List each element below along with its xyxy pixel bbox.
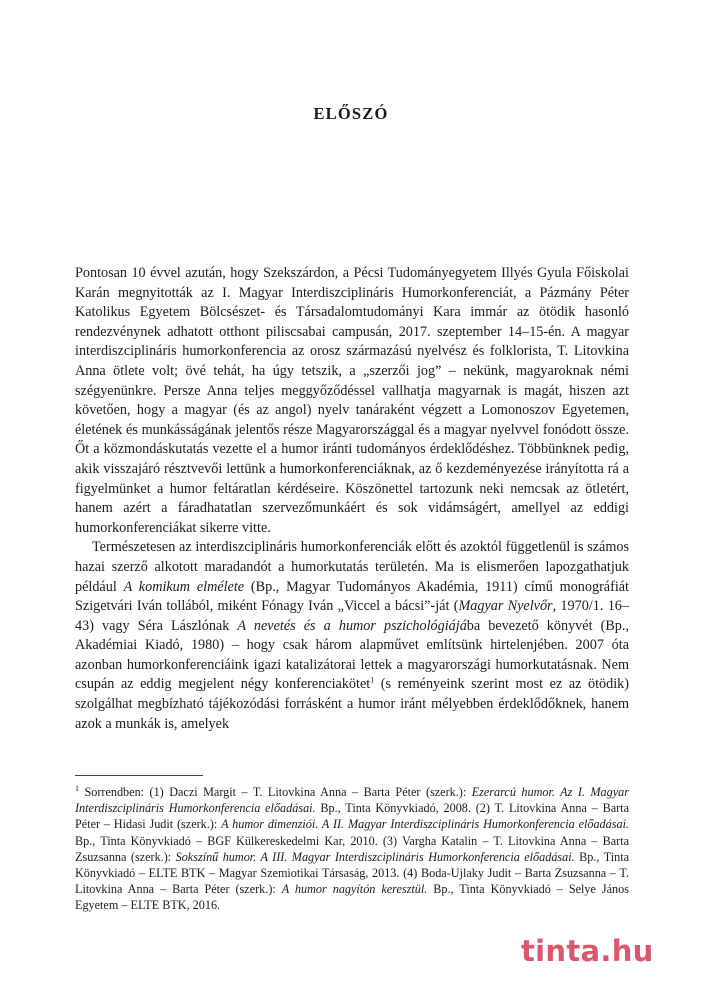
paragraph-1 (75, 264, 629, 538)
text-run: Bp., Tinta Könyvkiadó – Selye János Egyetem – ELTE BTK, 2016. (75, 882, 629, 913)
footnote-marker: 1 (370, 675, 375, 685)
watermark-logo: tinta.hu (521, 934, 654, 968)
footnote-marker: 1 (75, 783, 79, 793)
text-run: Sorrendben: (1) Daczi Margit – T. Litovkina Anna – Barta Péter (szerk.): (79, 785, 472, 799)
text-run: Bp., Tinta Könyvkiadó, 2008. (2) T. Litovkina Anna – Barta Péter – Hidasi Judit (szerk.): (75, 801, 629, 832)
italic-title: Magyar Nyelvőr (458, 598, 553, 615)
italic-title: A nevetés és a humor pszichológiájá (237, 617, 467, 634)
text-run: Bp., Tinta Könyvkiadó – ELTE BTK – Magyar Szemiotikai Társaság, 2013. (4) Boda-Ujlaky Judit – Barta Zsuzsanna – T. Litovkina Anna – Barta Péter (szerk.): (75, 849, 629, 897)
page-title: ELŐSZÓ (313, 104, 389, 123)
text-run: (Bp., Magyar Tudományos Akadémia, 1911) című monográfiát Szigetvári Iván tollából, miként Fónagy Iván „Viccel a bácsi”-ját ( (75, 578, 629, 615)
text-run: , 1970/1. 16–43) vagy Séra Lászlónak (75, 598, 629, 634)
footnote (75, 784, 629, 914)
italic-title: A humor nagyítón keresztül. (281, 882, 428, 897)
footnote-divider (75, 775, 203, 776)
footnote-text (75, 784, 629, 914)
text-run: Természetesen az interdiszciplináris humorkonferenciák előtt és azoktól függetlenül is számos hazai szerző alkotott maradandót a humorkutatás területén. Ma is elismerően lapozgathatjuk például (75, 539, 629, 595)
italic-title: A komikum elmélete (123, 578, 245, 595)
text-run: Bp., Tinta Könyvkiadó – BGF Külkereskedelmi Kar, 2010. (3) Vargha Katalin – T. Litovkina Anna – Barta Zsuzsanna (szerk.): (75, 833, 629, 864)
paragraph-2 (75, 538, 629, 734)
italic-title: Ezerarcú humor. Az I. Magyar Interdiszciplináris Humorkonferencia előadásai. (75, 785, 629, 816)
text-run: ba bevezető könyvét (Bp., Akadémiai Kiadó, 1980) – hogy csak három alapművet említsünk hirtelenjében. 2007 óta azonban humorkonferenciáink igazi katalizátorai lettek a magyarországi humorkutatásnak. Nem csupán az eddig megjelent négy konferenciakötet (75, 617, 629, 693)
italic-title: Sokszínű humor. A III. Magyar Interdiszciplináris Humorkonferencia előadásai. (175, 849, 575, 864)
body-text (75, 264, 629, 734)
text-run: Pontosan 10 évvel azután, hogy Szekszárdon, a Pécsi Tudományegyetem Illyés Gyula Főiskolai Karán megnyitották az I. Magyar Interdiszciplináris Humorkonferenciát, a Pázmány Péter Katolikus Egyetem Bölcsészet- és Társadalomtudományi Kara immár az ötödik hasonló rendezvénynek adhatott otthont piliscsabai campusán, 2017. szeptember 14–15-én. A magyar interdiszciplináris humorkonferencia az orosz származású nyelvész és folklorista, T. Litovkina Anna ötlete volt; övé tehát, ha úgy tetszik, a „szerzői jog” – nekünk, magyaroknak némi szégyenünkre. Persze Anna teljes meggyőződéssel vallhatja magyarnak is magát, hiszen azt követően, hogy a magyar (és az angol) nyelv tanáraként végzett a Lomonoszov Egyetemen, életének és munkásságának jelentős része Magyarországgal és a magyar nyelvvel fonódott össze. Őt a közmondáskutatás vezette el a humor iránti tudományos érdeklődéshez. Többünknek pedig, akik visszajáró résztvevői lettünk a humorkonferenciáknak, az ő kezdeményezése irányította rá a figyelmünket a humor feltáratlan kérdéseire. Köszönettel tartozunk neki nemcsak az ötletért, hanem azért a fáradhatatlan szervezőmunkáért és sok vidámságért, amellyel az eddigi humorkonferenciákat sikerre vitte. (75, 265, 629, 536)
text-run: (s reményeink szerint most ez az ötödik) szolgálhat megbízható tájékozódási forrásként a humor iránt mélyebben érdeklődőknek, hanem azok a munkák is, amelyek (75, 676, 629, 732)
italic-title: A humor dimenziói. A II. Magyar Interdiszciplináris Humorkonferencia előadásai. (221, 817, 630, 832)
